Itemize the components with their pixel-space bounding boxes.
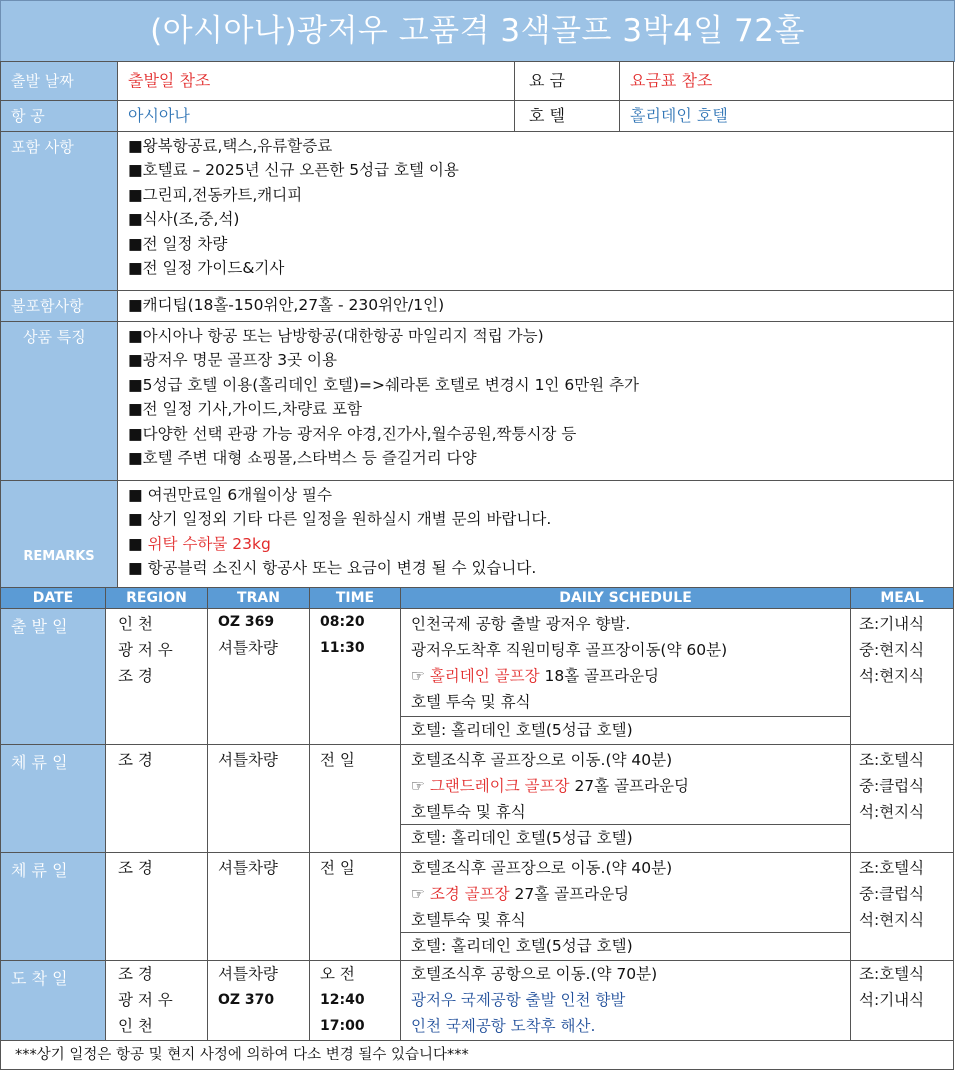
day1-date: 출 발 일 (0, 608, 106, 745)
schedule-line: 호텔 투숙 및 휴식 (411, 693, 531, 711)
day1-meal (850, 608, 954, 745)
departure-label: 출발 날짜 (0, 61, 118, 101)
schedule-line: 호텔조식후 골프장으로 이동.(약 40분) (411, 751, 673, 769)
remarks-label: REMARKS (23, 549, 95, 564)
day3-tran (207, 852, 310, 961)
included-item: ■왕복항공료,택스,유류할증료 (128, 137, 333, 155)
day4-meal (850, 960, 954, 1041)
meal-item: 조:호텔식 (859, 751, 925, 769)
header-tran: TRAN (207, 587, 310, 609)
included-item: ■전 일정 가이드&기사 (128, 259, 285, 278)
included-item: ■전 일정 차량 (128, 234, 228, 253)
included-item: ■그린피,전동카트,캐디피 (128, 185, 303, 204)
schedule-line: 호텔조식후 공항으로 이동.(약 70분) (411, 965, 658, 983)
day3-hotel: 호텔: 홀리데인 호텔(5성급 호텔) (400, 932, 851, 961)
schedule-line: 광저우 국제공항 출발 인천 향발 (411, 991, 626, 1009)
day4-region (105, 960, 208, 1041)
day2-region (105, 744, 208, 853)
header-meal: MEAL (850, 587, 954, 609)
hotel-label: 호 텔 (514, 100, 620, 132)
day4-date: 도 착 일 (0, 960, 106, 1041)
feature-item: ■다양한 선택 관광 가능 광저우 야경,진가사,월수공원,짝퉁시장 등 (128, 424, 577, 443)
included-item: ■호텔료 – 2025년 신규 오픈한 5성급 호텔 이용 (128, 161, 459, 180)
excluded-list (117, 290, 954, 322)
transport: 셔틀차량 (218, 751, 278, 769)
departure-value: 출발일 참조 (117, 61, 515, 101)
region-name: 광 저 우 (118, 641, 173, 659)
region-name: 인 천 (118, 1017, 153, 1035)
meal-item: 석:현지식 (859, 911, 925, 929)
hotel-value: 홀리데인 호텔 (619, 100, 954, 132)
meal-item: 석:기내식 (859, 991, 925, 1009)
footer-note: ***상기 일정은 항공 및 현지 사정에 의하여 다소 변경 될수 있습니다*** (0, 1040, 954, 1070)
header-daily-schedule: DAILY SCHEDULE (400, 587, 851, 609)
meal-item: 중:클럽식 (859, 777, 925, 795)
day2-schedule (400, 744, 851, 825)
pointer-icon: ☞ (411, 885, 430, 903)
day1-schedule (400, 608, 851, 717)
time-value: 11:30 (320, 640, 365, 656)
included-item: ■식사(조,중,석) (128, 210, 240, 229)
day3-date: 체 류 일 (0, 852, 106, 961)
header-region: REGION (105, 587, 208, 609)
day2-time (309, 744, 401, 853)
time-value: 12:40 (320, 992, 365, 1008)
feature-item: ■전 일정 기사,가이드,차량료 포함 (128, 400, 362, 419)
remark-bullet: ■ (128, 534, 148, 553)
meal-item: 석:현지식 (859, 667, 925, 685)
flight-number: OZ 369 (218, 614, 275, 630)
included-label: 포함 사항 (0, 131, 118, 291)
region-name: 인 천 (118, 615, 153, 633)
feature-item: ■5성급 호텔 이용(홀리데인 호텔)=>쉐라톤 호텔로 변경시 1인 6만원 추가 (128, 375, 640, 394)
schedule-line: 광저우도착후 직원미팅후 골프장이동(약 60분) (411, 641, 728, 659)
remark-item (128, 532, 943, 556)
meal-item: 중:클럽식 (859, 885, 925, 903)
day2-hotel: 호텔: 홀리데인 호텔(5성급 호텔) (400, 824, 851, 853)
remarks-list (117, 480, 954, 588)
time-value: 전 일 (320, 859, 355, 877)
excluded-label: 불포함사항 (0, 290, 118, 322)
region-name: 광 저 우 (118, 991, 173, 1009)
region-name: 조 경 (118, 751, 153, 769)
transport: 셔틀차량 (218, 965, 278, 983)
feature-item: ■호텔 주변 대형 쇼핑몰,스타벅스 등 즐길거리 다양 (128, 449, 477, 468)
golf-course-name: 조경 골프장 (429, 885, 510, 903)
schedule-line (411, 773, 840, 799)
header-date: DATE (0, 587, 106, 609)
schedule-line: 호텔조식후 골프장으로 이동.(약 40분) (411, 859, 673, 877)
day3-schedule (400, 852, 851, 933)
schedule-line: 인천 국제공항 도착후 해산. (411, 1017, 596, 1035)
price-value: 요금표 참조 (619, 61, 954, 101)
remark-item: ■ 여권만료일 6개월이상 필수 (128, 486, 332, 504)
day2-tran (207, 744, 310, 853)
golf-round: 18홀 골프라운딩 (539, 667, 659, 685)
region-name: 조 경 (118, 859, 153, 877)
day3-time (309, 852, 401, 961)
schedule-line (411, 663, 840, 689)
flight-number: OZ 370 (218, 992, 275, 1008)
golf-course-name: 그랜드레이크 골프장 (429, 777, 570, 795)
golf-round: 27홀 골프라운딩 (509, 885, 630, 903)
day3-region (105, 852, 208, 961)
schedule-line: 호텔투숙 및 휴식 (411, 911, 526, 929)
time-value: 17:00 (320, 1018, 365, 1034)
pointer-icon: ☞ (411, 777, 430, 795)
day4-tran (207, 960, 310, 1041)
included-list (117, 131, 954, 291)
day1-hotel: 호텔: 홀리데인 호텔(5성급 호텔) (400, 716, 851, 745)
transport: 셔틀차량 (218, 859, 278, 877)
airline-label: 항 공 (0, 100, 118, 132)
remark-item: ■ 항공블럭 소진시 항공사 또는 요금이 변경 될 수 있습니다. (128, 559, 537, 578)
page-title: (아시아나)광저우 고품격 3색골프 3박4일 72홀 (0, 0, 955, 62)
golf-course-name: 홀리데인 골프장 (429, 667, 540, 685)
baggage-allowance: 위탁 수하물 23kg (147, 534, 271, 553)
feature-item: ■광저우 명문 골프장 3곳 이용 (128, 351, 337, 370)
meal-item: 중:현지식 (859, 641, 925, 659)
schedule-line: 인천국제 공항 출발 광저우 향발. (411, 615, 631, 633)
day1-region (105, 608, 208, 745)
day1-tran (207, 608, 310, 745)
meal-item: 석:현지식 (859, 803, 925, 821)
airline-value: 아시아나 (117, 100, 515, 132)
features-label: 상품 특징 (0, 321, 118, 481)
region-name: 조 경 (118, 667, 153, 685)
features-list (117, 321, 954, 481)
golf-round: 27홀 골프라운딩 (569, 777, 689, 795)
meal-item: 조:호텔식 (859, 859, 925, 877)
excluded-item: ■캐디팁(18홀-150위안,27홀 - 230위안/1인) (128, 296, 445, 314)
day2-date: 체 류 일 (0, 744, 106, 853)
meal-item: 조:기내식 (859, 615, 925, 633)
day4-schedule (400, 960, 851, 1041)
region-name: 조 경 (118, 965, 153, 983)
feature-item: ■아시아나 항공 또는 남방항공(대한항공 마일리지 적립 가능) (128, 327, 544, 345)
day2-meal (850, 744, 954, 853)
day1-time (309, 608, 401, 745)
day4-time (309, 960, 401, 1041)
time-value: 08:20 (320, 614, 365, 630)
header-time: TIME (309, 587, 401, 609)
time-value: 전 일 (320, 751, 355, 769)
schedule-line (411, 881, 840, 907)
pointer-icon: ☞ (411, 667, 430, 685)
remark-item: ■ 상기 일정외 기타 다른 일정을 원하실시 개별 문의 바랍니다. (128, 510, 552, 529)
meal-item: 조:호텔식 (859, 965, 925, 983)
time-value: 오 전 (320, 965, 355, 983)
remarks-label-cell (0, 480, 118, 588)
day3-meal (850, 852, 954, 961)
transport: 셔틀차량 (218, 639, 278, 657)
schedule-line: 호텔투숙 및 휴식 (411, 803, 526, 821)
price-label: 요 금 (514, 61, 620, 101)
